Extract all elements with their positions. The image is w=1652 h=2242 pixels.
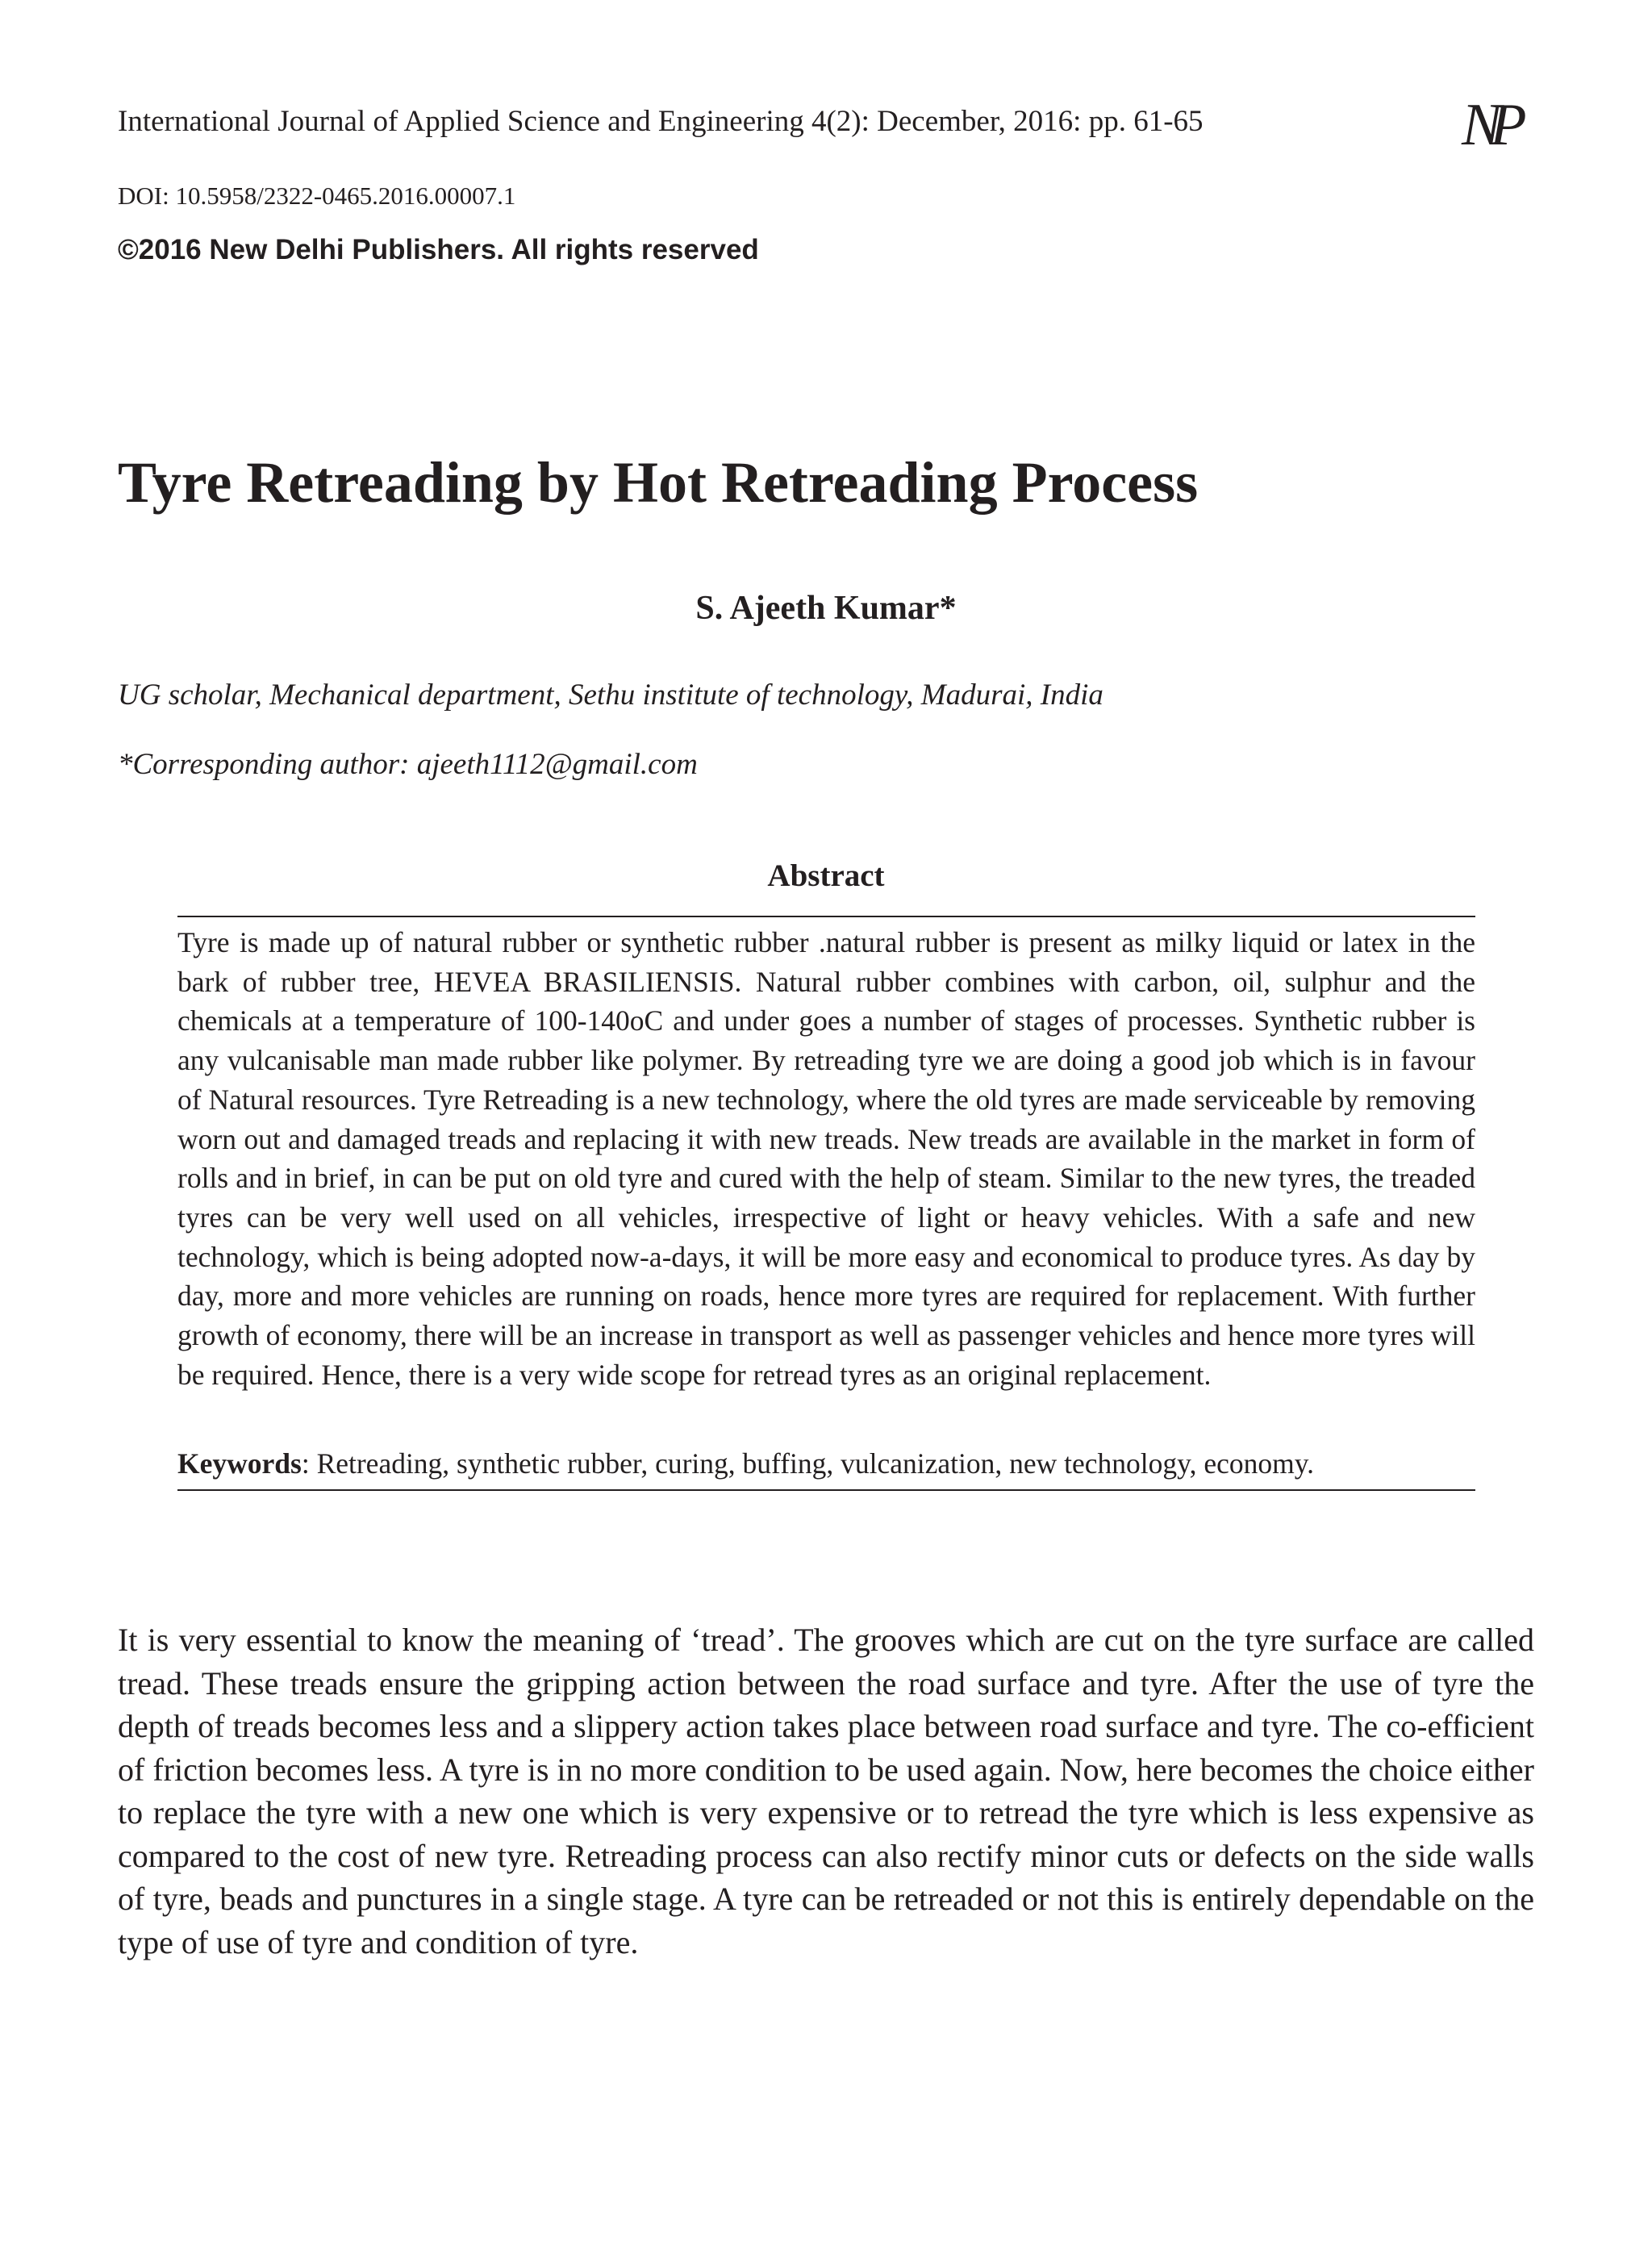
doi: DOI: 10.5958/2322-0465.2016.00007.1	[118, 182, 516, 210]
author-name: S. Ajeeth Kumar*	[695, 590, 957, 627]
journal-citation: International Journal of Applied Science and Engineering 4(2): December, 2016: pp. 61-65	[118, 105, 1204, 138]
abstract-text: Tyre is made up of natural rubber or synthetic rubber .natural rubber is present as milky liquid or latex in the bark of rubber tree, HEVEA BRASILIENSIS. Natural rubber combines with carbon, oil, sulphur and the chemicals at a temperature of 100-140oC and under goes a number of stages of processes. Synthetic rubber is any vulcanisable man made rubber like polymer. By retreading tyre we are doing a good job which is in favour of Natural resources. Tyre Retreading is a new technology, where the old tyres are made serviceable by removing worn out and damaged treads and replacing it with new treads. New treads are available in the market in form of rolls and in brief, in can be put on old tyre and cured with the help of steam. Similar to the new tyres, the treaded tyres can be very well used on all vehicles, irrespective of light or heavy vehicles. With a safe and new technology, which is being adopted now-a-days, it will be more easy and economical to produce tyres. As day by day, more and more vehicles are running on roads, hence more tyres are required for replacement. With further growth of economy, there will be an increase in transport as well as passenger vehicles and hence more tyres will be required. Hence, there is a very wide scope for retread tyres as an original replacement.	[177, 926, 1475, 1391]
keywords-line	[177, 1447, 1475, 1481]
keywords-label: Keywords	[177, 1447, 302, 1480]
publisher-logo: NP	[1462, 92, 1516, 158]
corresponding-author: *Corresponding author: ajeeth1112@gmail.com	[118, 748, 698, 781]
intro-paragraph: It is very essential to know the meaning of ‘tread’. The grooves which are cut on the tyre surface are called tread. These treads ensure the gripping action between the road surface and tyre. After the use of tyre the depth of treads becomes less and a slippery action takes place between road surface and tyre. The co-efficient of friction becomes less. A tyre is in no more condition to be used again. Now, here becomes the choice either to replace the tyre with a new one which is very expensive or to retread the tyre which is less expensive as compared to the cost of new tyre. Retreading process can also rectify minor cuts or defects on the side walls of tyre, beads and punctures in a single stage. A tyre can be retreaded or not this is entirely dependable on the type of use of tyre and condition of tyre.	[118, 1622, 1534, 1960]
abstract-heading: Abstract	[767, 858, 885, 893]
paper-title: Tyre Retreading by Hot Retreading Process	[118, 450, 1199, 515]
copyright-notice: ©2016 New Delhi Publishers. All rights reserved	[118, 234, 759, 265]
abstract-top-rule	[177, 916, 1475, 917]
abstract-bottom-rule	[177, 1489, 1475, 1491]
keywords-list: : Retreading, synthetic rubber, curing, buffing, vulcanization, new technology, economy.	[301, 1447, 1315, 1480]
author-affiliation: UG scholar, Mechanical department, Sethu institute of technology, Madurai, India	[118, 678, 1103, 712]
